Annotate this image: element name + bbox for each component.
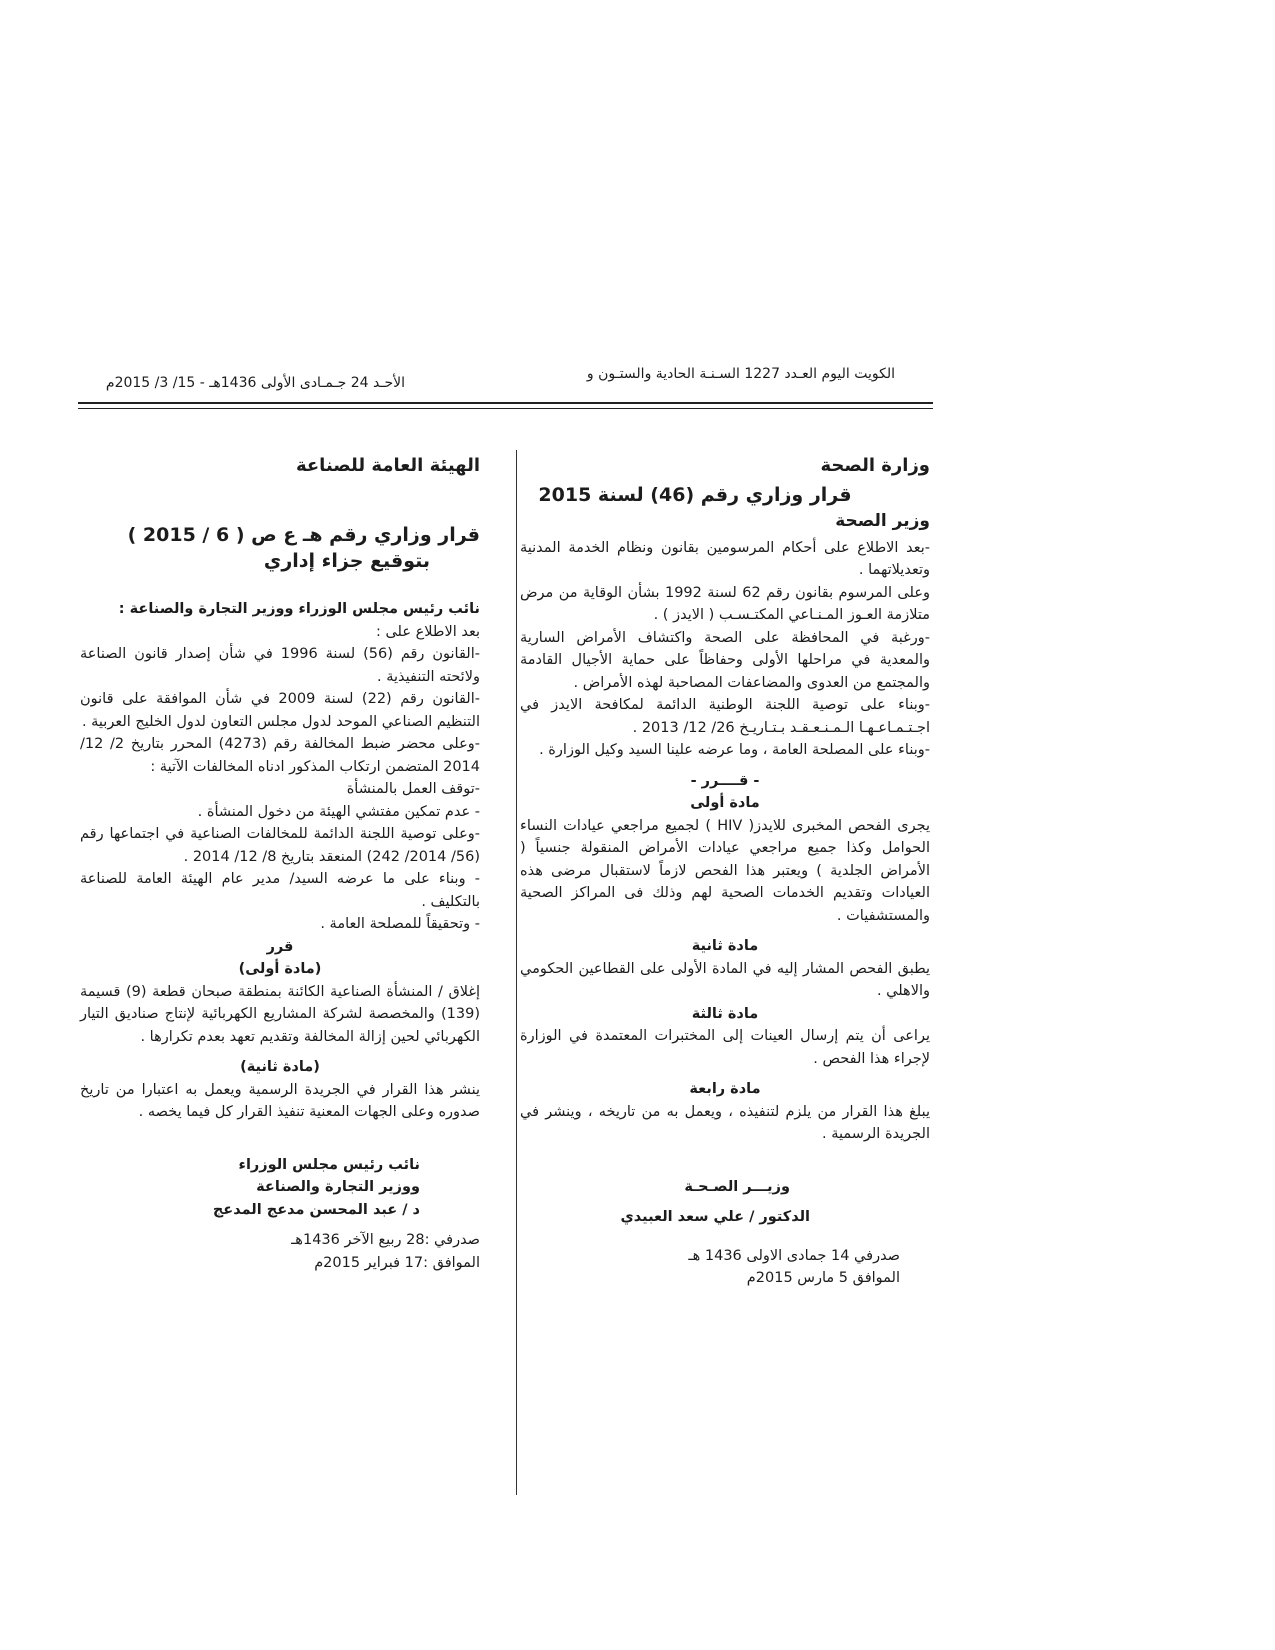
column-divider (516, 450, 517, 1495)
article-heading: (مادة أولى) (238, 961, 322, 977)
decree-title: قرار وزاري رقم هـ ع ص ( 6 / 2015 ) (127, 523, 480, 546)
gazette-date-header: الأحـد 24 جـمـادى الأولى 1436هـ - 15/ 3/ 2015م (105, 375, 405, 391)
ministry-name: وزارة الصحة (820, 455, 930, 476)
preamble-item: -بعد الاطلاع على أحكام المرسومين بقانون ونظام الخدمة المدنية وتعديلاتهما . (520, 539, 930, 578)
article-heading: مادة ثالثة (691, 1005, 759, 1022)
preamble-item: - وبناء على ما عرضه السيد/ مدير عام الهيئة العامة للصناعة بالتكليف . (80, 871, 480, 910)
preamble-item: -توقف العمل بالمنشأة (346, 781, 480, 797)
article-heading: (مادة ثانية) (240, 1059, 320, 1075)
issued-date: صدرفي :28 ربيع الآخر 1436هـ (291, 1232, 480, 1248)
article-text: يبلغ هذا القرار من يلزم لتنفيذه ، ويعمل به من تاريخه ، وينشر في الجريدة الرسمية . (520, 1103, 930, 1142)
health-ministry-decree (520, 455, 930, 1290)
header-rule-thick (78, 402, 933, 404)
issued-date: صدرفي 14 جمادى الاولى 1436 هـ (688, 1247, 900, 1264)
decree-title: قرار وزاري رقم (46) لسنة 2015 (538, 483, 852, 506)
article-text: يطبق الفحص المشار إليه في المادة الأولى على القطاعين الحكومي والاهلي . (520, 960, 930, 999)
after-review-line: بعد الاطلاع على : (375, 623, 480, 640)
article-heading: مادة رابعة (689, 1081, 761, 1097)
article-text: يراعى أن يتم إرسال العينات إلى المختبرات المعتمدة في الوزارة لإجراء هذا الفحص . (520, 1028, 930, 1067)
preamble-item: -وبناء على توصية اللجنة الوطنية الدائمة لمكافحة الايدز في اجـتـمـاعـهـا الـمـنـعـقـد بـتـاريـخ 26/ 12/ 2013 . (520, 697, 930, 736)
minister-title: وزير الصحة (835, 511, 930, 531)
preamble-item: -وبناء على المصلحة العامة ، وما عرضه علينا السيد وكيل الوزارة . (539, 742, 930, 758)
article-text: ينشر هذا القرار في الجريدة الرسمية ويعمل به اعتبارا من تاريخ صدوره وعلى الجهات المعنية تنفيذ القرار كل فيما يخصه . (80, 1081, 480, 1120)
header-rule-thin (78, 408, 933, 409)
decree-subtitle: بتوقيع جزاء إداري (263, 549, 430, 572)
preamble-item: -ورغبة في المحافظة على الصحة واكتشاف الأمراض السارية والمعدية في مراحلها الأولى وحفاظاً على حماية الأجيال القادمة والمجتمع من العدوى والمضاعفات المصاحبة لهذه الأمراض . (520, 629, 930, 691)
preamble-item: -وعلى محضر ضبط المخالفة رقم (4273) المحرر بتاريخ 2/ 12/ 2014 المتضمن ارتكاب المذكور ادناه المخالفات الآتية : (80, 736, 480, 775)
gazette-issue-header: الكويت اليوم العـدد 1227 السـنـة الحادية والستـون و (586, 366, 895, 382)
equivalent-date: الموافق :17 فبراير 2015م (314, 1254, 480, 1271)
signature-line: نائب رئيس مجلس الوزراء (238, 1156, 420, 1173)
signature-title: وزيـــر الصـحـة (684, 1178, 790, 1195)
preamble-item: -وعلى توصية اللجنة الدائمة للمخالفات الصناعية في اجتماعها رقم (56/ 2014/ 242) المنعقد بتاريخ 8/ 12/ 2014 . (80, 826, 480, 865)
industry-authority-decree (80, 455, 480, 1274)
signature-name: د / عبد المحسن مدعج المدعج (212, 1201, 420, 1218)
preamble-item: - وتحقيقاً للمصلحة العامة . (320, 916, 480, 932)
decided-heading: قرر (266, 938, 294, 955)
article-heading: مادة ثانية (691, 938, 759, 954)
preamble-item: وعلى المرسوم بقانون رقم 62 لسنة 1992 بشأن الوقاية من مرض متلازمة العـوز المـنـاعي المكتـسـب ( الايدز ) . (520, 584, 930, 623)
article-text: يجرى الفحص المخبرى للايدز( HIV ) لجميع مراجعي عيادات النساء الحوامل وكذا جميع مراجعي عيادات الأمراض المنقولة جنسياً ( الأمراض الجلدية ) ويعتبر هذا الفحص لازماً لاستقبال مرضى هذه العيادات وتقديم الخدمات الصحية لهم وذلك فى المراكز الصحية والمستشفيات . (520, 817, 930, 924)
signature-line: ووزير التجارة والصناعة (256, 1179, 420, 1195)
decided-heading: - قــــرر - (690, 772, 760, 789)
issuer-line: نائب رئيس مجلس الوزراء ووزير التجارة والصناعة : (118, 601, 480, 617)
signature-name: الدكتور / علي سعد العبيدي (620, 1209, 810, 1225)
preamble-item: -القانون رقم (22) لسنة 2009 في شأن الموافقة على قانون التنظيم الصناعي الموحد لدول مجلس التعاون لدول الخليج العربية . (80, 691, 480, 730)
equivalent-date: الموافق 5 مارس 2015م (746, 1270, 900, 1286)
article-text: إغلاق / المنشأة الصناعية الكائنة بمنطقة صبحان قطعة (9) قسيمة (139) والمخصصة لشركة المشاريع الكهربائية لإنتاج صناديق التيار الكهربائي لحين إزالة المخالفة وتقديم تعهد بعدم تكرارها . (80, 983, 481, 1045)
preamble-item: - عدم تمكين مفتشي الهيئة من دخول المنشأة . (197, 803, 480, 820)
authority-name: الهيئة العامة للصناعة (295, 455, 480, 476)
preamble-item: -القانون رقم (56) لسنة 1996 في شأن إصدار قانون الصناعة ولائحته التنفيذية . (80, 646, 480, 685)
article-heading: مادة أولى (690, 795, 760, 811)
